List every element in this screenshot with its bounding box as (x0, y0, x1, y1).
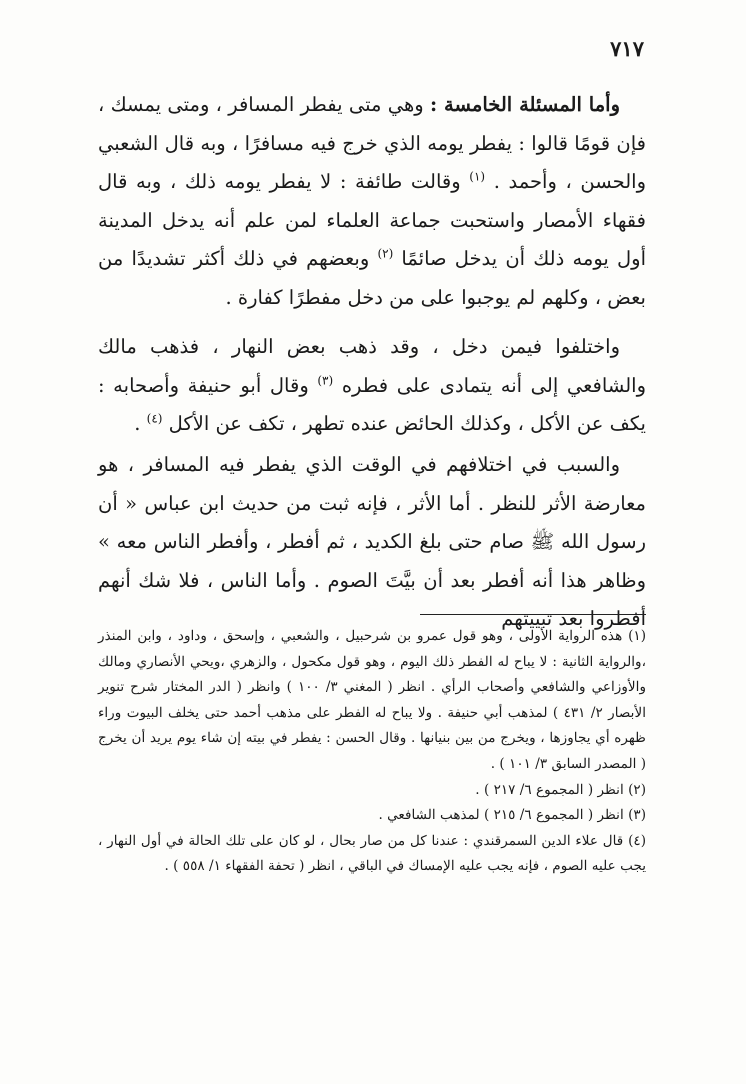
section-heading: وأما المسئلة الخامسة : (429, 93, 620, 116)
footnote-separator (420, 614, 646, 615)
footnote-3 (98, 803, 646, 829)
footnote-2 (98, 778, 646, 804)
paragraph-fifth-question (98, 86, 646, 317)
footnote-ref[interactable]: (٢) (377, 246, 394, 261)
footnote-text: هذه الرواية الأولى ، وهو قول عمرو بن شرحبيل ، والشعبي ، وإسحق ، وداود ، وابن المنذر ،والرواية الثانية : لا يباح له الفطر ذلك اليوم ، وهو قول مكحول ، والزهري ،ويحي الأنصاري ومالك والأوزاعي والشافعي وأصحاب الرأي . انظر ( المغني ٣/ ١٠٠ ) وانظر ( الدر المختار شرح تنوير الأبصار ٢/ ٤٣١ ) لمذهب أبي حنيفة . ولا يباح له الفطر على مذهب أحمد حتى يخلف البيوت وراء ظهره أي يجاوزها ، ويخرج من بين بنيانها . وقال الحسن : يفطر في بيته إن شاء يوم يريد أن يخرج ( المصدر السابق ٣/ ١٠١ ) . (98, 628, 647, 772)
footnote-ref[interactable]: (١) (469, 169, 486, 184)
footnote-text: قال علاء الدين السمرقندي : عندنا كل من صار بحال ، لو كان على تلك الحالة في أول النهار ، يجب عليه الصوم ، فإنه يجب عليه الإمساك في الباقي ، انظر ( تحفة الفقهاء ١/ ٥٥٨ ) . (98, 832, 646, 875)
footnotes (98, 624, 646, 880)
paragraph-text: والسبب في اختلافهم في الوقت الذي يفطر فيه المسافر ، هو معارضة الأثر للنظر . أما الأثر ، فإنه ثبت من حديث ابن عباس « أن رسول الله ﷺ صام حتى بلغ الكديد ، ثم أفطر ، وأفطر الناس معه » وظاهر هذا أنه أفطر بعد أن بيَّتَ الصوم . وأما الناس ، فلا شك أنهم أفطروا بعد تبييتهم (98, 453, 646, 630)
footnote-number: (٤) (628, 832, 647, 849)
footnote-number: (١) (628, 628, 647, 644)
footnote-text: انظر ( المجموع ٦/ ٢١٥ ) لمذهب الشافعي . (378, 807, 624, 824)
paragraph-text: وقالت طائفة : لا يفطر يومه ذلك ، وبه قال فقهاء الأمصار واستحبت جماعة العلماء لمن علم أنه يدخل المدينة أول يومه ذلك أن يدخل صائمًا (98, 170, 646, 270)
footnote-4 (98, 829, 646, 880)
paragraph-text: وهي متى يفطر المسافر ، ومتى يمسك ، فإن قومًا قالوا : يفطر يومه الذي خرج فيه مسافرًا ، وبه قال الشعبي والحسن ، وأحمد . (98, 93, 646, 193)
paragraph-text: . (134, 412, 141, 435)
footnote-1 (98, 624, 646, 778)
footnote-ref[interactable]: (٣) (317, 373, 334, 387)
paragraph-text: واختلفوا فيمن دخل ، وقد ذهب بعض النهار ، فذهب مالك والشافعي إلى أنه يتمادى على فطره (98, 335, 646, 397)
footnote-ref[interactable]: (٤) (146, 411, 163, 426)
page-number: ٧١٧ (610, 36, 644, 61)
paragraph-disagreement (98, 328, 646, 444)
paragraph-reason (98, 446, 646, 639)
footnote-number: (٢) (628, 781, 646, 798)
footnote-number: (٣) (628, 807, 646, 824)
footnote-text: انظر ( المجموع ٦/ ٢١٧ ) . (475, 781, 624, 798)
paragraph-text: وقال أبو حنيفة وأصحابه : يكف عن الأكل ، وكذلك الحائض عنده تطهر ، تكف عن الأكل (98, 373, 646, 435)
paragraph-text: وبعضهم في ذلك أكثر تشديدًا من بعض ، وكلهم لم يوجبوا على من دخل مفطرًا كفارة . (98, 247, 646, 309)
